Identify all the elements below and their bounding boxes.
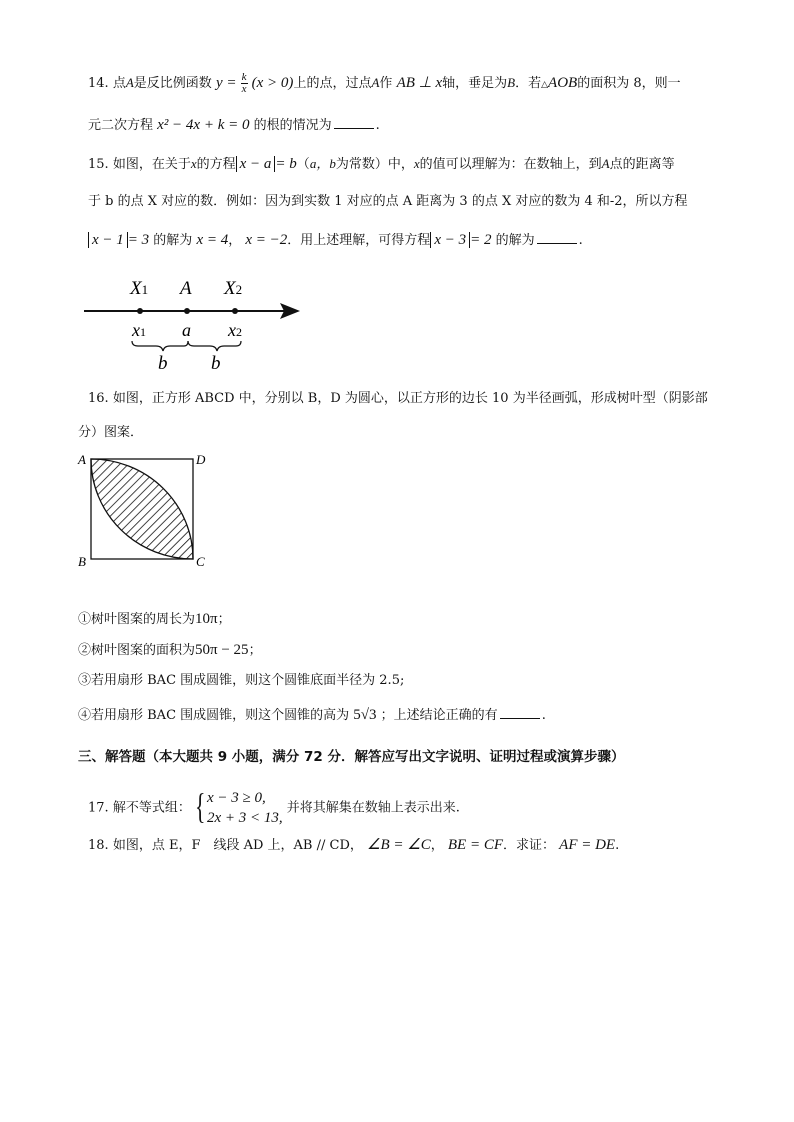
label-x2: x2 <box>228 320 242 340</box>
q14-line-2: 元二次方程 x² − 4x + k = 0 的根的情况为 . <box>88 117 380 133</box>
label-a: a <box>182 320 191 340</box>
answer-blank-15[interactable] <box>537 231 577 244</box>
leaf-shaded-region <box>91 459 193 559</box>
q14-line-1: 14. 点A是反比例函数 y = $\frac{k}{x}$ (x > 0)上的点，过点A作 AB ⊥ x轴，垂足为B．若△AOB的面积为 8，则一 <box>88 71 681 95</box>
brace-right-icon <box>188 341 241 351</box>
leaf-square-figure <box>74 450 214 572</box>
q16-statement-1: ①树叶图案的周长为10π； <box>78 611 231 627</box>
left-brace-icon: { <box>194 786 206 826</box>
section-3-heading: 三、解答题（本大题共 9 小题，满分 72 分．解答应写出文字说明、证明过程或演算步骤） <box>78 749 625 765</box>
point-x2 <box>232 308 238 314</box>
label-x1: x1 <box>132 320 146 340</box>
abs-expression: x − a <box>236 156 276 172</box>
point-a <box>184 308 190 314</box>
fraction-k-over-x: $\frac{k}{x}$ <box>241 71 247 95</box>
label-A: A <box>180 278 192 299</box>
label-b-right: b <box>211 353 221 374</box>
q16-line-1: 16. 如图，正方形 ABCD 中，分别以 B，D 为圆心，以正方形的边长 10 为半径画弧，形成树叶型（阴影部 <box>88 391 708 406</box>
q16-statement-3: ③若用扇形 BAC 围成圆锥，则这个圆锥底面半径为 2.5; <box>78 673 405 688</box>
label-square-C: C <box>196 554 205 569</box>
q15-line-3: x − 1 = 3 的解为 x = 4， x = −2．用上述理解，可得方程 x − 3 = 2 的解为 . <box>88 231 583 250</box>
label-square-D: D <box>196 452 206 467</box>
label-X2: X2 <box>224 278 243 299</box>
q16-statement-2: ②树叶图案的面积为50π − 25； <box>78 642 262 658</box>
label-X1: X1 <box>130 278 149 299</box>
number-line-figure <box>80 270 310 375</box>
q17-line: 17. 解不等式组： { x − 3 ≥ 0, 2x + 3 < 13, 并将其解集在数轴上表示出来. <box>88 786 460 826</box>
label-square-A: A <box>78 452 86 467</box>
brace-left-icon <box>132 341 188 351</box>
q15-line-2: 于 b 的点 X 对应的数．例如：因为到实数 1 对应的点 A 距离为 3 的点 X 对应的数为 4 和-2，所以方程 <box>88 194 688 209</box>
q16-line-2: 分）图案． <box>78 425 144 440</box>
q16-statement-4: ④若用扇形 BAC 围成圆锥，则这个圆锥的高为 5√3 ；上述结论正确的有 . <box>78 707 546 723</box>
q15-line-1: 15. 如图，在关于x的方程 x − a = b（a，b为常数）中，x的值可以理解为：在数轴上，到A点的距离等 <box>88 156 675 172</box>
label-b-left: b <box>158 353 168 374</box>
answer-blank-14[interactable] <box>334 116 374 129</box>
point-x1 <box>137 308 143 314</box>
answer-blank-16[interactable] <box>500 706 540 719</box>
label-square-B: B <box>78 554 86 569</box>
inequality-system: { x − 3 ≥ 0, 2x + 3 < 13, <box>194 786 283 826</box>
q18-line: 18. 如图，点 E，F 线段 AD 上，AB // CD， ∠B = ∠C， BE = CF．求证： AF = DE. <box>88 837 620 853</box>
